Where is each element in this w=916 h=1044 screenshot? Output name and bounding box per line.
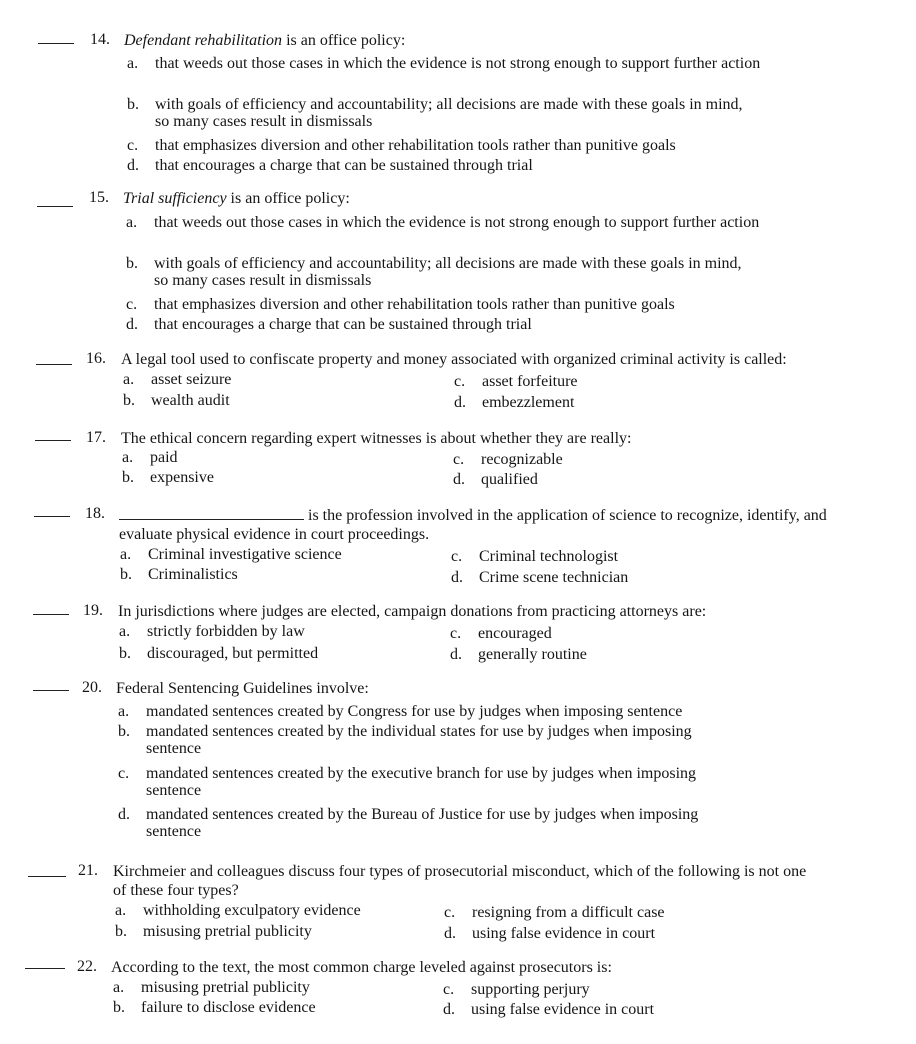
option-letter: a.: [119, 623, 131, 640]
option-text: discouraged, but permitted: [147, 645, 319, 662]
answer-blank-19[interactable]: [33, 614, 69, 615]
option-letter: d.: [443, 1001, 455, 1018]
stem-term: Trial sufficiency: [123, 190, 227, 207]
answer-blank-15[interactable]: [37, 206, 73, 207]
option-text: recognizable: [481, 451, 563, 468]
question-number: 22.: [77, 958, 97, 975]
option-text: that weeds out those cases in which the evidence is not strong enough to support further action: [154, 214, 760, 231]
option-text: mandated sentences created by the executive branch for use by judges when imposing sentence: [146, 765, 697, 799]
option-text: misusing pretrial publicity: [141, 979, 310, 996]
option-text: paid: [150, 449, 178, 466]
option-letter: a.: [120, 546, 132, 563]
answer-blank-21[interactable]: [28, 876, 66, 877]
answer-blank-17[interactable]: [35, 440, 71, 441]
option-letter: c.: [118, 765, 130, 782]
question-number: 20.: [82, 679, 102, 696]
option-letter: c.: [126, 296, 138, 313]
question-stem: Trial sufficiency is an office policy:: [123, 190, 350, 207]
option-text: that emphasizes diversion and other rehabilitation tools rather than punitive goals: [155, 137, 676, 154]
option-text: that encourages a charge that can be sustained through trial: [154, 316, 532, 333]
option-text: asset forfeiture: [482, 373, 578, 390]
option-text: generally routine: [478, 646, 587, 663]
option-letter: c.: [443, 981, 455, 998]
option-text: Criminalistics: [148, 566, 238, 583]
option-letter: c.: [453, 451, 465, 468]
option-text: mandated sentences created by the individual states for use by judges when imposing sentence: [146, 723, 692, 757]
option-text: that weeds out those cases in which the evidence is not strong enough to support further action: [155, 55, 761, 72]
option-letter: d.: [127, 157, 139, 174]
option-text: wealth audit: [151, 392, 230, 409]
option-text: using false evidence in court: [471, 1001, 655, 1018]
fill-in-blank[interactable]: [119, 519, 304, 520]
option-letter: a.: [113, 979, 125, 996]
option-text: mandated sentences created by the Bureau of Justice for use by judges when imposing sentence: [146, 806, 699, 840]
option-letter: a.: [127, 55, 139, 72]
option-letter: b.: [113, 999, 125, 1016]
option-letter: d.: [451, 569, 463, 586]
option-text: resigning from a difficult case: [472, 904, 665, 921]
question-stem: According to the text, the most common charge leveled against prosecutors is:: [111, 959, 612, 976]
answer-blank-18[interactable]: [34, 516, 70, 517]
option-letter: b.: [123, 392, 135, 409]
question-number: 21.: [78, 862, 98, 879]
option-letter: d.: [126, 316, 138, 333]
option-text: Criminal technologist: [479, 548, 619, 565]
option-letter: b.: [118, 723, 130, 740]
question-number: 14.: [90, 31, 110, 48]
option-letter: a.: [123, 371, 135, 388]
option-text: Crime scene technician: [479, 569, 629, 586]
option-text: expensive: [150, 469, 214, 486]
question-stem: In jurisdictions where judges are elected, campaign donations from practicing attorneys are:: [118, 603, 707, 620]
option-text: with goals of efficiency and accountability; all decisions are made with these goals in mind, so many cases result in dismissals: [155, 96, 743, 130]
question-number: 18.: [85, 505, 105, 522]
option-text: qualified: [481, 471, 538, 488]
answer-blank-16[interactable]: [36, 364, 72, 365]
option-text: supporting perjury: [471, 981, 590, 998]
answer-blank-22[interactable]: [25, 968, 65, 969]
question-stem: The ethical concern regarding expert witnesses is about whether they are really:: [121, 430, 632, 447]
question-number: 15.: [89, 189, 109, 206]
option-text: using false evidence in court: [472, 925, 656, 942]
option-letter: a.: [118, 703, 130, 720]
option-letter: b.: [120, 566, 132, 583]
question-stem: A legal tool used to confiscate property and money associated with organized criminal activity is called:: [121, 351, 787, 368]
option-letter: c.: [450, 625, 462, 642]
option-letter: c.: [451, 548, 463, 565]
option-letter: b.: [119, 645, 131, 662]
option-letter: a.: [126, 214, 138, 231]
question-stem: is the profession involved in the application of science to recognize, identify, and: [119, 507, 827, 525]
option-letter: d.: [454, 394, 466, 411]
question-stem-continued: evaluate physical evidence in court proceedings.: [119, 526, 430, 543]
option-letter: d.: [450, 646, 462, 663]
question-stem: Kirchmeier and colleagues discuss four types of prosecutorial misconduct, which of the following is not one: [113, 863, 807, 880]
question-number: 16.: [86, 350, 106, 367]
option-text: encouraged: [478, 625, 552, 642]
question-stem: Federal Sentencing Guidelines involve:: [116, 680, 369, 697]
option-letter: d.: [444, 925, 456, 942]
option-letter: d.: [453, 471, 465, 488]
answer-blank-14[interactable]: [38, 43, 74, 44]
option-text: embezzlement: [482, 394, 575, 411]
option-letter: a.: [122, 449, 134, 466]
option-text: mandated sentences created by Congress for use by judges when imposing sentence: [146, 703, 683, 720]
option-letter: b.: [126, 255, 138, 272]
question-number: 17.: [86, 429, 106, 446]
option-text: that encourages a charge that can be sustained through trial: [155, 157, 533, 174]
option-text: with goals of efficiency and accountability; all decisions are made with these goals in mind, so many cases result in dismissals: [154, 255, 742, 289]
option-letter: c.: [444, 904, 456, 921]
option-letter: d.: [118, 806, 130, 823]
question-number: 19.: [83, 602, 103, 619]
option-text: failure to disclose evidence: [141, 999, 316, 1016]
stem-term: Defendant rehabilitation: [124, 32, 283, 49]
option-text: misusing pretrial publicity: [143, 923, 312, 940]
question-stem: Defendant rehabilitation is an office policy:: [124, 32, 406, 49]
option-letter: a.: [115, 902, 127, 919]
option-letter: b.: [115, 923, 127, 940]
option-text: strictly forbidden by law: [147, 623, 305, 640]
question-stem-continued: of these four types?: [113, 882, 239, 899]
option-text: that emphasizes diversion and other rehabilitation tools rather than punitive goals: [154, 296, 675, 313]
option-letter: b.: [127, 96, 139, 113]
option-text: asset seizure: [151, 371, 232, 388]
option-letter: c.: [127, 137, 139, 154]
answer-blank-20[interactable]: [33, 690, 69, 691]
option-letter: b.: [122, 469, 134, 486]
option-letter: c.: [454, 373, 466, 390]
option-text: Criminal investigative science: [148, 546, 342, 563]
option-text: withholding exculpatory evidence: [143, 902, 361, 919]
